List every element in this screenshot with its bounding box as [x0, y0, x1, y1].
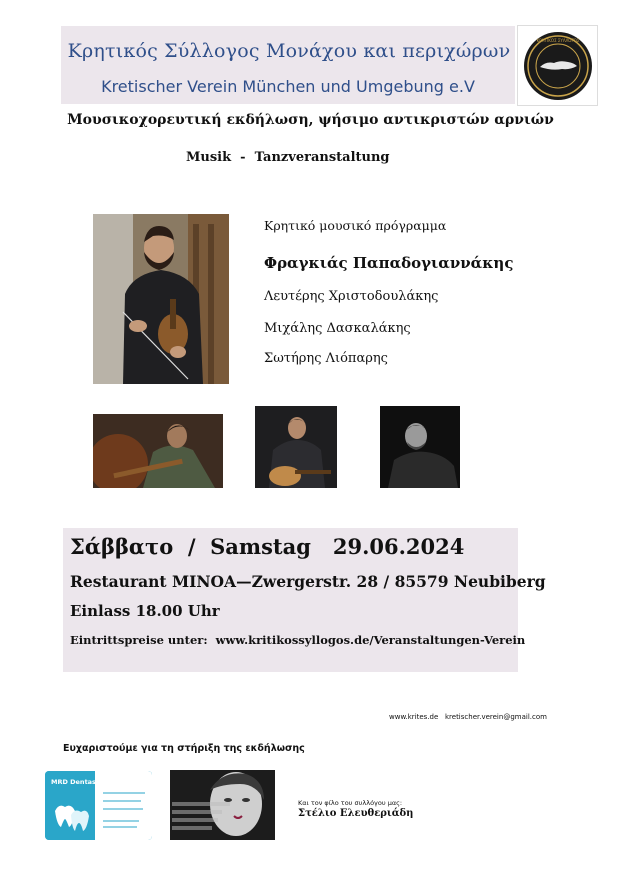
event-venue: Restaurant MINOA—Zwergerstr. 28 / 85579 Neubiberg: [70, 572, 546, 591]
friend-label: Και τον φίλο του συλλόγου μας:: [298, 799, 403, 807]
musician-photo: [93, 414, 223, 488]
sponsor-card-dentasmile: [45, 771, 152, 840]
sponsor-thanks: Ευχαριστούμε για τη στήριξη της εκδήλωσης: [63, 743, 305, 754]
event-subtitle-greek: Μουσικοχορευτική εκδήλωση, ψήσιμο αντικριστών αρνιών: [67, 112, 554, 128]
artist-name: Λευτέρης Χριστοδουλάκης: [264, 289, 439, 304]
sponsor-card-salon: [170, 770, 275, 840]
ticket-info: Eintrittspreise unter: www.kritikossyllogos.de/Veranstaltungen-Verein: [70, 633, 526, 647]
program-heading: Κρητικό μουσικό πρόγραμμα: [264, 218, 447, 233]
lead-artist-name: Φραγκιάς Παπαδογιαννάκης: [264, 254, 514, 272]
event-subtitle-german: Musik - Tanzveranstaltung: [186, 150, 390, 165]
club-title-german: Kretischer Verein München und Umgebung e.V: [101, 77, 475, 96]
artist-name: Σωτήρης Λιόπαρης: [264, 351, 388, 366]
event-date: Σάββατο / Samstag 29.06.2024: [70, 534, 465, 559]
lead-musician-photo: [93, 214, 229, 384]
club-title-greek: Κρητικός Σύλλογος Μονάχου και περιχώρων: [67, 40, 511, 62]
sponsor1-name: MRD Dentasmile: [51, 778, 112, 786]
contact-info: www.krites.de kretischer.verein@gmail.com: [389, 713, 547, 721]
artist-name: Μιχάλης Δασκαλάκης: [264, 321, 411, 336]
friend-name: Στέλιο Ελευθεριάδη: [298, 808, 414, 819]
musician-photo: [380, 406, 460, 488]
svg-text:ΚΡΗΤΙΚΟΣ ΣΥΛΛΟΓΟΣ: ΚΡΗΤΙΚΟΣ ΣΥΛΛΟΓΟΣ: [536, 37, 579, 43]
club-logo: [517, 25, 598, 106]
event-admission-time: Einlass 18.00 Uhr: [70, 602, 220, 620]
musician-photo: [255, 406, 337, 488]
